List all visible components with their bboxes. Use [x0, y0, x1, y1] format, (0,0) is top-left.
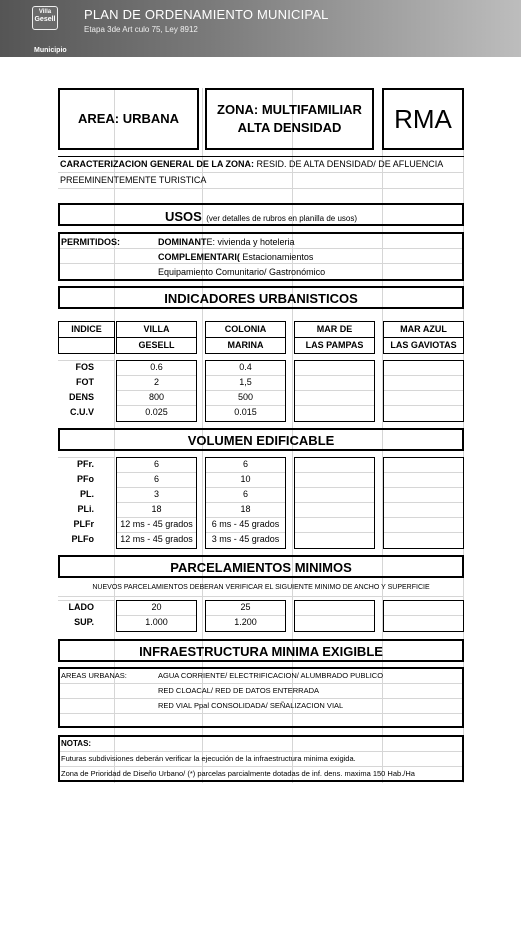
area-label: AREA: URBANA	[77, 111, 180, 126]
volumen-rowline-1-2	[206, 472, 285, 473]
volumen-value-0-0: 6	[153, 459, 159, 469]
volumen-rowline-1-4	[384, 472, 463, 473]
indicador-label-0: FOS	[75, 362, 94, 372]
zona-line2: ALTA DENSIDAD	[237, 120, 342, 135]
dominante-row	[158, 237, 295, 247]
parcela-label-1: SUP.	[74, 617, 94, 627]
volumen-top-line	[58, 457, 114, 458]
usos-title-row	[60, 208, 462, 226]
zona-box	[205, 88, 374, 150]
volumen-label-0: PFr.	[76, 459, 94, 469]
volumen-value-0-1: 6	[242, 459, 248, 469]
page-header	[0, 0, 521, 57]
indicador-label-2: DENS	[68, 392, 94, 402]
code-box	[382, 88, 464, 150]
logo-sub-text: Municipio	[34, 47, 67, 54]
indicador-value-3-1: 0.015	[234, 407, 257, 417]
volumen-value-3-1: 18	[240, 504, 251, 514]
parcela-rowline-1-4	[384, 615, 463, 616]
header-divider-1	[116, 337, 197, 338]
indicador-col-3	[294, 360, 375, 422]
caracterizacion-text: RESID. DE ALTA DENSIDAD/ DE AFLUENCIA	[254, 159, 444, 169]
volumen-value-3-0: 18	[151, 504, 162, 514]
indicador-rowline-1-2	[206, 375, 285, 376]
indicador-rowline-2-1	[117, 390, 196, 391]
header-divider-0	[58, 337, 115, 338]
complementario-row	[158, 252, 313, 262]
notas-line2: Zona de Prioridad de Diseño Urbano/ (*) parcelas parcialmente dotadas de inf. dens. maxima 150 Hab./Ha	[61, 769, 415, 778]
volumen-title-box	[58, 428, 464, 451]
permitidos-label: PERMITIDOS:	[61, 237, 121, 247]
indicador-value-0-1: 0.4	[239, 362, 252, 372]
volumen-label-2: PL.	[79, 489, 94, 499]
parcela-col-3	[294, 600, 375, 632]
infraestructura-title: INFRAESTRUCTURA MINIMA EXIGIBLE	[139, 644, 383, 659]
indicador-value-3-0: 0.025	[145, 407, 168, 417]
logo-top-text: Villa	[38, 9, 52, 15]
volumen-rowline-1-1	[117, 472, 196, 473]
volumen-value-5-1: 3 ms - 45 grados	[211, 534, 280, 544]
indicador-rowline-3-2	[206, 405, 285, 406]
indicador-rowline-3-3	[295, 405, 374, 406]
header-divider-3	[294, 337, 375, 338]
infraestructura-title-box	[58, 639, 464, 662]
complementario-text: Estacionamientos	[239, 252, 314, 262]
notas-label: NOTAS:	[61, 739, 92, 748]
header-line2-1: GESELL	[138, 340, 175, 350]
volumen-value-1-1: 10	[240, 474, 251, 484]
dominante-label: DOMINANT	[158, 237, 207, 247]
volumen-rowline-4-1	[117, 517, 196, 518]
volumen-rowline-5-1	[117, 532, 196, 533]
zone-code: RMA	[394, 104, 452, 134]
indicador-rowline-1-1	[117, 375, 196, 376]
infra-line-1: AGUA CORRIENTE/ ELECTRIFICACION/ ALUMBRADO PUBLICO	[158, 671, 384, 680]
indicadores-title: INDICADORES URBANISTICOS	[164, 291, 358, 306]
indicador-rowline-1-3	[295, 375, 374, 376]
equipamiento-text: Equipamiento Comunitario/ Gastronómico	[158, 267, 326, 277]
indicador-rowline-3-1	[117, 405, 196, 406]
parcela-top-line	[58, 600, 114, 601]
dominante-text: E: vivienda y hoteleria	[206, 237, 295, 247]
caracterizacion-line1	[60, 159, 464, 169]
parcelamientos-title-box	[58, 555, 464, 578]
header-divider-4	[383, 337, 464, 338]
volumen-title: VOLUMEN EDIFICABLE	[187, 433, 335, 448]
volumen-rowline-4-3	[295, 517, 374, 518]
indicador-top-line	[58, 360, 114, 361]
indicador-rowline-3-4	[384, 405, 463, 406]
parcela-value-1-0: 1.000	[145, 617, 168, 627]
logo-mid-text: Gesell	[34, 16, 56, 23]
indicadores-title-box	[58, 286, 464, 309]
volumen-rowline-5-4	[384, 532, 463, 533]
parcela-value-1-1: 1.200	[234, 617, 257, 627]
volumen-value-4-0: 12 ms - 45 grados	[120, 519, 193, 529]
volumen-rowline-4-2	[206, 517, 285, 518]
header-line1-4: MAR AZUL	[400, 324, 447, 334]
municipal-logo	[4, 2, 68, 56]
header-line2-4: LAS GAVIOTAS	[390, 340, 457, 350]
caracterizacion-line2: PREEMINENTEMENTE TURISTICA	[60, 175, 207, 185]
volumen-value-4-1: 6 ms - 45 grados	[211, 519, 280, 529]
logo-badge	[32, 6, 58, 30]
volumen-value-2-0: 3	[153, 489, 159, 499]
parcelamientos-title: PARCELAMIENTOS MINIMOS	[170, 560, 352, 575]
complementario-label: COMPLEMENTARI(	[158, 252, 240, 262]
header-line2-3: LAS PAMPAS	[305, 340, 364, 350]
volumen-rowline-2-4	[384, 487, 463, 488]
parcelamientos-note: NUEVOS PARCELAMIENTOS DEBERAN VERIFICAR EL SIGUIENTE MINIMO DE ANCHO Y SUPERFICIE	[92, 584, 430, 591]
volumen-rowline-3-3	[295, 502, 374, 503]
indicador-value-1-1: 1,5	[239, 377, 252, 387]
indicador-col-4	[383, 360, 464, 422]
header-line1-2: COLONIA	[224, 324, 267, 334]
volumen-label-3: PLi.	[77, 504, 94, 514]
volumen-col-3	[294, 457, 375, 549]
volumen-value-2-1: 6	[242, 489, 248, 499]
indicador-rowline-2-2	[206, 390, 285, 391]
volumen-rowline-4-4	[384, 517, 463, 518]
volumen-rowline-3-1	[117, 502, 196, 503]
volumen-value-1-0: 6	[153, 474, 159, 484]
indicador-value-2-0: 800	[148, 392, 165, 402]
volumen-label-4: PLFr	[73, 519, 94, 529]
parcela-rowline-1-2	[206, 615, 285, 616]
volumen-rowline-1-3	[295, 472, 374, 473]
parcela-rowline-1-1	[117, 615, 196, 616]
usos-note: (ver detalles de rubros en planilla de usos)	[206, 214, 358, 223]
volumen-rowline-3-4	[384, 502, 463, 503]
zona-line1: ZONA: MULTIFAMILIAR	[217, 102, 362, 117]
header-title: PLAN DE ORDENAMIENTO MUNICIPAL	[84, 7, 329, 22]
infra-line-3: RED VIAL Ppal CONSOLIDADA/ SEÑALIZACION VIAL	[158, 701, 344, 710]
indicador-rowline-1-4	[384, 375, 463, 376]
header-line1-3: MAR DE	[316, 324, 353, 334]
caracterizacion-label: CARACTERIZACION GENERAL DE LA ZONA:	[60, 159, 254, 169]
header-line1-0: INDICE	[71, 324, 102, 334]
notas-line1: Futuras subdivisiones deberán verificar la ejecución de la infraestructura minima exigida.	[61, 754, 356, 763]
indicador-label-3: C.U.V	[69, 407, 94, 417]
parcela-value-0-1: 25	[240, 602, 251, 612]
volumen-rowline-2-2	[206, 487, 285, 488]
infra-line-2: RED CLOACAL/ RED DE DATOS ENTERRADA	[158, 686, 320, 695]
volumen-value-5-0: 12 ms - 45 grados	[120, 534, 193, 544]
header-subtitle: Etapa 3de Art culo 75, Ley 8912	[84, 25, 198, 34]
volumen-label-1: PFo	[77, 474, 94, 484]
indicador-value-2-1: 500	[237, 392, 254, 402]
indicador-label-1: FOT	[76, 377, 94, 387]
indicador-rowline-2-4	[384, 390, 463, 391]
usos-title-box	[58, 203, 464, 226]
usos-title: USOS	[164, 209, 202, 224]
volumen-rowline-2-3	[295, 487, 374, 488]
header-line1-1: VILLA	[143, 324, 170, 334]
parcela-col-4	[383, 600, 464, 632]
volumen-col-4	[383, 457, 464, 549]
volumen-rowline-5-2	[206, 532, 285, 533]
indicador-rowline-2-3	[295, 390, 374, 391]
areas-urbanas-label: AREAS URBANAS:	[61, 671, 127, 680]
parcela-rowline-1-3	[295, 615, 374, 616]
volumen-rowline-3-2	[206, 502, 285, 503]
area-box	[58, 88, 199, 150]
volumen-rowline-2-1	[117, 487, 196, 488]
parcela-label-0: LADO	[68, 602, 94, 612]
header-line2-2: MARINA	[227, 340, 264, 350]
indicador-value-1-0: 2	[153, 377, 159, 387]
volumen-label-5: PLFo	[71, 534, 94, 544]
parcela-value-0-0: 20	[151, 602, 162, 612]
volumen-rowline-5-3	[295, 532, 374, 533]
indicador-value-0-0: 0.6	[150, 362, 163, 372]
header-divider-2	[205, 337, 286, 338]
